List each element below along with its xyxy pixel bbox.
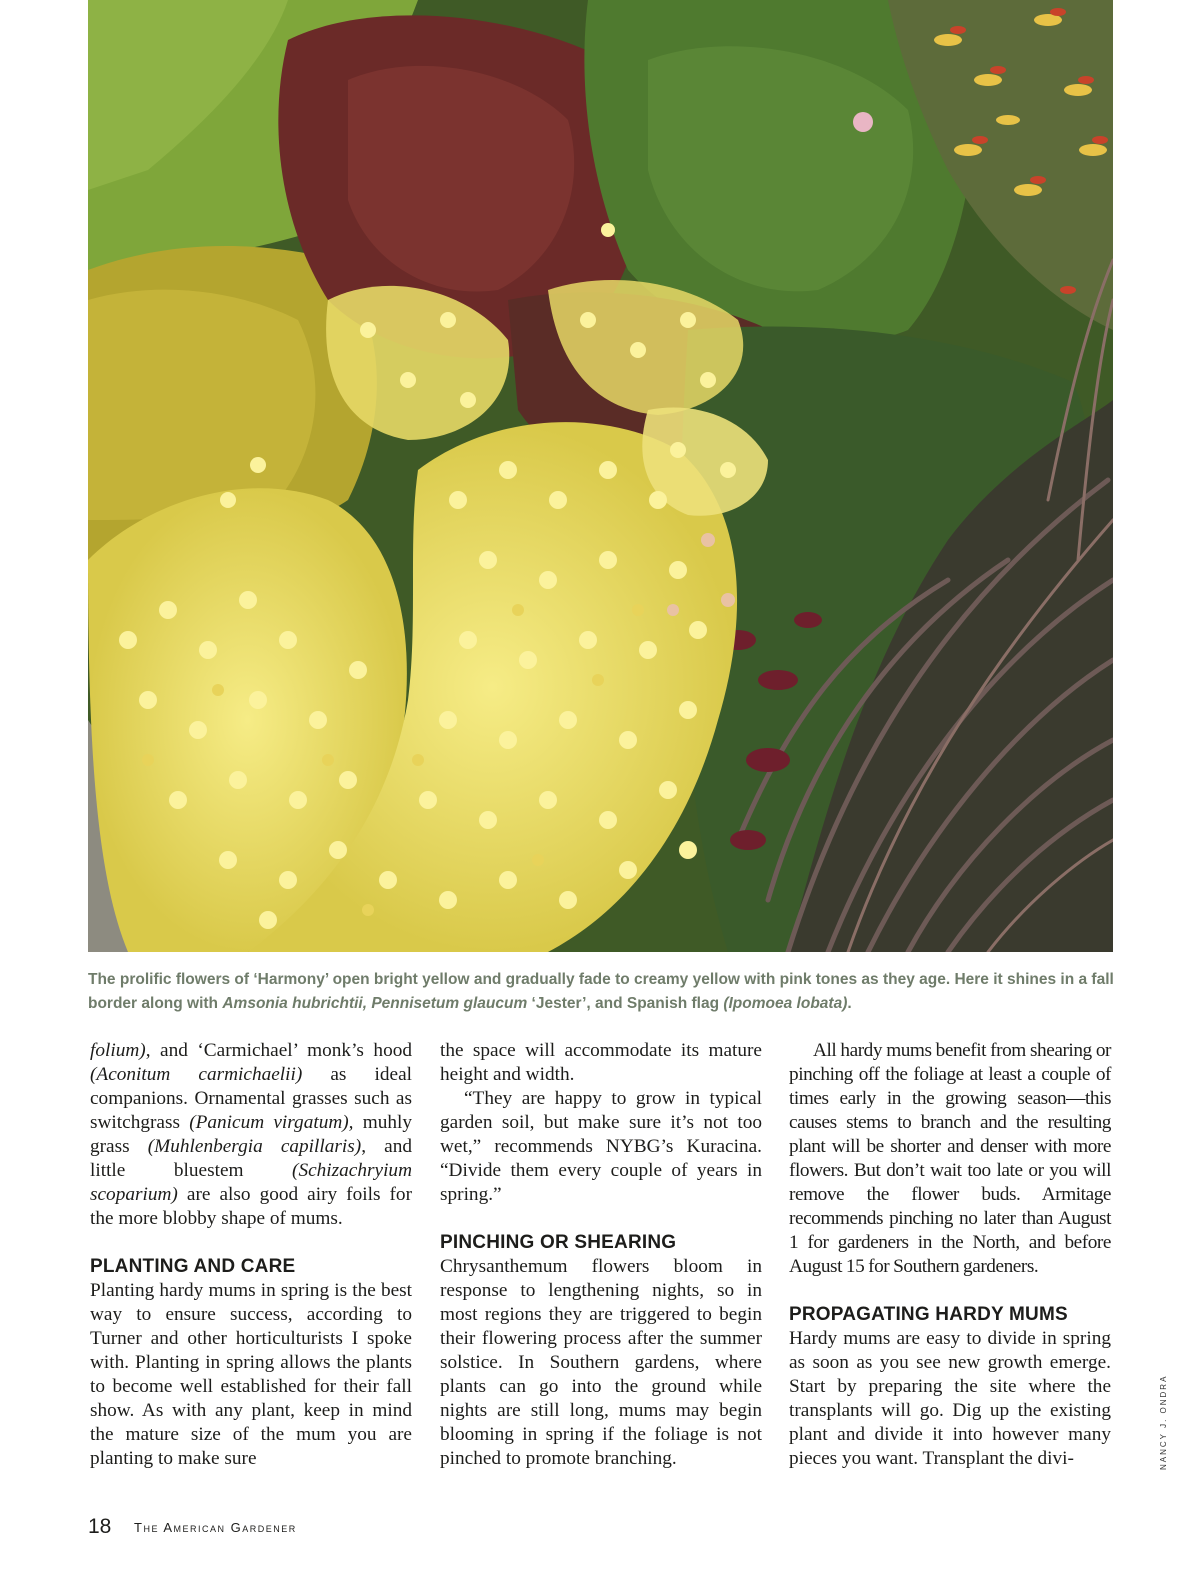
caption-text: The prolific flowers of ‘Harmony’ open bright yellow and gradually fade to creamy yellow with pink tones as they age. Here it shines in a fall border along with: [88, 971, 1114, 1012]
text-run: as ideal companions. Ornamental grasses such as switchgrass: [90, 1064, 412, 1133]
photo-credit: NANCY J. ONDRA: [1159, 1374, 1168, 1470]
text-run: , and little bluestem: [90, 1136, 412, 1181]
magazine-title: The American Gardener: [134, 1520, 297, 1535]
species-name: (Schizachryium scoparium): [90, 1160, 412, 1205]
paragraph: the space will accommodate its mature height and width.: [440, 1040, 762, 1085]
quote-paragraph: “They are happy to grow in typical garden soil, but make sure it’s not too wet,” recommends NYBG’s Kuracina. “Divide them every couple of years in spring.”: [440, 1088, 762, 1205]
paragraph: Chrysanthemum flowers bloom in response to lengthening nights, so in most regions they are triggered to begin their flowering process after the summer solstice. In Southern gardens, where plants can go into the ground while nights are still long, mums may begin blooming in spring if the foliage is not pinched to promote branching.: [440, 1256, 762, 1469]
paragraph: Planting hardy mums in spring is the best way to ensure success, according to Turner and other horticulturists I spoke with. Planting in spring allows the plants to become well established for their fall show. As with any plant, keep in mind the mature size of the mum you are planting to make sure: [90, 1280, 412, 1469]
page-number: 18: [88, 1515, 112, 1538]
caption-species: (Ipomoea lobata): [723, 995, 848, 1012]
caption-species: Amsonia hubrichtii, Pennisetum glaucum: [222, 995, 528, 1012]
species-name: (Muhlenbergia capillaris): [147, 1136, 362, 1157]
section-heading-planting: PLANTING AND CARE: [90, 1256, 296, 1277]
text-run: , and ‘Carmichael’ monk’s hood: [145, 1040, 412, 1061]
caption-text: .: [847, 995, 852, 1012]
section-heading-propagating: PROPAGATING HARDY MUMS: [789, 1304, 1068, 1325]
article-column-1: [90, 1039, 412, 1471]
text-run: are also good airy foils for the more blobby shape of mums.: [90, 1184, 412, 1229]
paragraph: Hardy mums are easy to divide in spring as soon as you see new growth emerge. Start by preparing the site where the transplants will go. Dig up the existing plant and divide it into however many pieces you want. Transplant the divi-: [789, 1328, 1111, 1469]
caption-text: ‘Jester’, and Spanish flag: [527, 995, 724, 1012]
species-name: folium): [90, 1040, 146, 1061]
garden-photo: [88, 0, 1113, 952]
article-column-3: [789, 1039, 1111, 1471]
species-name: (Panicum virgatum),: [189, 1112, 354, 1133]
garden-photo-illustration: [88, 0, 1113, 952]
paragraph: [90, 1039, 412, 1231]
photo-caption: [88, 968, 1118, 1016]
species-name: (Aconitum carmichaelii): [90, 1064, 303, 1085]
article-column-2: [440, 1039, 762, 1471]
paragraph: All hardy mums benefit from shearing or pinching off the foliage at least a couple of times early in the growing season—this causes stems to branch and the resulting plant will be shorter and denser with more flowers. But don’t wait too late or you will remove the flower buds. Armitage recommends pinching no later than August 1 for gardeners in the North, and before August 15 for Southern gardeners.: [789, 1040, 1111, 1277]
section-heading-pinching: PINCHING OR SHEARING: [440, 1232, 677, 1253]
text-run: muhly grass: [90, 1112, 412, 1157]
